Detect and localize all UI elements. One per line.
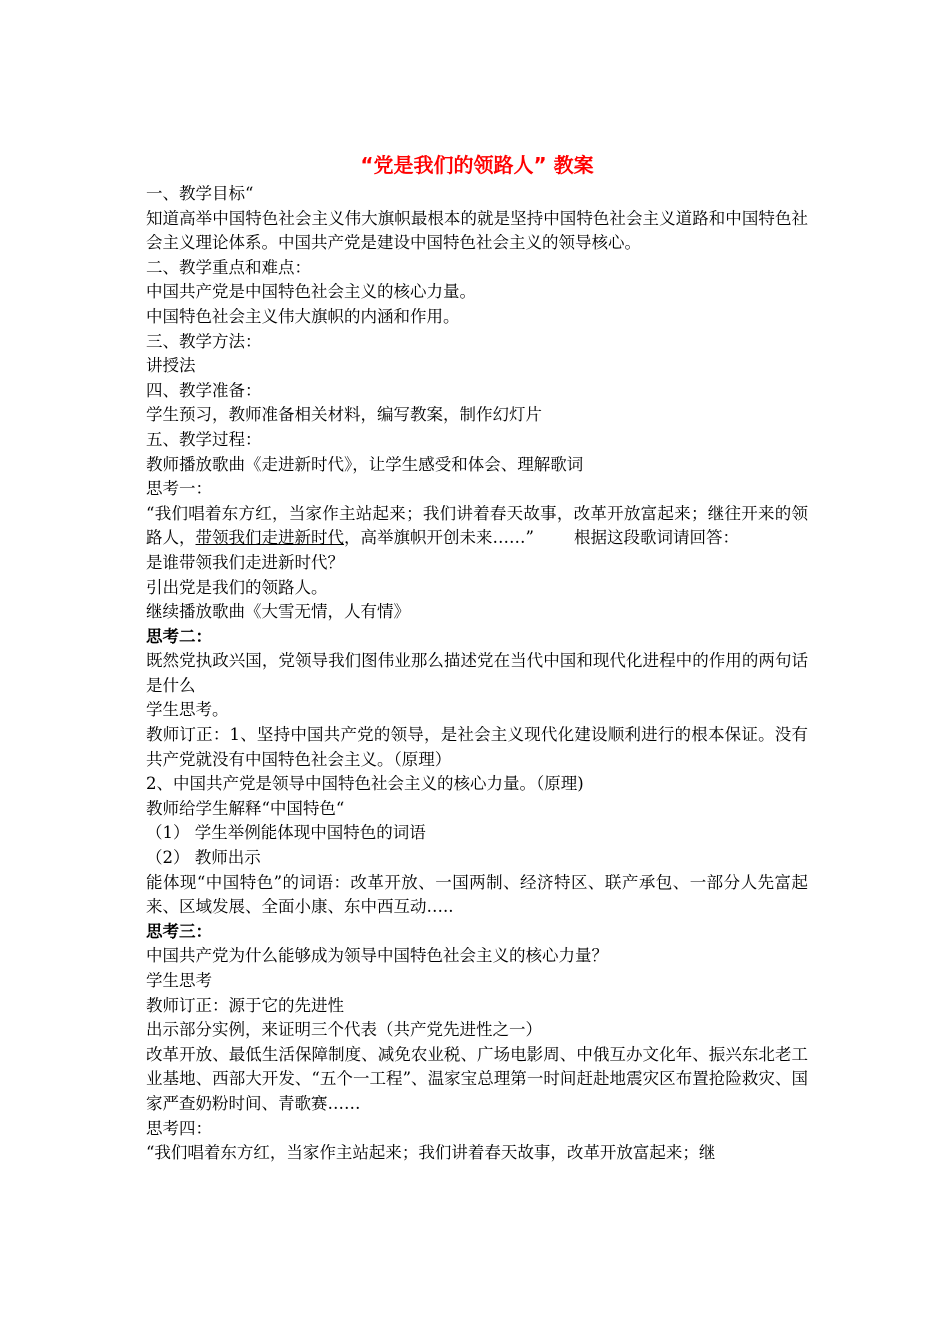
lead-in-text: 引出党是我们的领路人。 — [146, 577, 328, 597]
continue-song-text: 继续播放歌曲《大雪无情，人有情》 — [146, 602, 410, 622]
think-three-heading: 思考三： — [146, 921, 212, 941]
question-who-leads: 是谁带领我们走进新时代？ — [146, 552, 344, 572]
explain-characteristics: 教师给学生解释“中国特色“ — [146, 798, 345, 818]
think-one-heading: 思考一： — [146, 479, 212, 499]
section-key-points-heading: 二、教学重点和难点： — [146, 257, 311, 277]
principle-2: 2、中国共产党是领导中国特色社会主义的核心力量。（原理) — [146, 774, 584, 794]
think-four-heading: 思考四： — [146, 1118, 212, 1138]
section-teaching-goals-heading: 一、教学目标“ — [146, 184, 254, 203]
preparation-text: 学生预习，教师准备相关材料，编写教案，制作幻灯片 — [146, 405, 542, 425]
list-item-1: （1） 学生举例能体现中国特色的词语 — [146, 823, 426, 843]
document-title: “党是我们的领路人” 教案 — [360, 153, 594, 177]
quote-after: ，高举旗帜开创未来……” — [344, 528, 534, 548]
list-item-2: （2） 教师出示 — [146, 848, 261, 868]
think-three-question: 中国共产党为什么能够成为领导中国特色社会主义的核心力量？ — [146, 946, 608, 966]
teacher-correction-1: 教师订正：1、坚持中国共产党的领导，是社会主义现代化建设顺利进行的根本保证。没有共产党就没有中国特色社会主义。（原理） — [146, 725, 808, 769]
methods-text: 讲授法 — [146, 356, 196, 376]
think-two-heading: 思考二： — [146, 626, 212, 646]
lyrics-quote-2: “我们唱着东方红，当家作主站起来；我们讲着春天故事，改革开放富起来；继 — [146, 1143, 716, 1163]
students-think-1: 学生思考。 — [146, 700, 229, 720]
quote-underlined: 带领我们走进新时代 — [195, 528, 344, 548]
section-methods-heading: 三、教学方法： — [146, 331, 262, 351]
quote-tail: 根据这段歌词请回答： — [573, 528, 739, 548]
quote-before: “我们唱着东方红，当家作主站起来；我们讲着春天故事，改革开放富起来；继往开来的领路人， — [146, 503, 808, 548]
students-think-2: 学生思考 — [146, 971, 212, 990]
teacher-correction-2: 教师订正：源于它的先进性 — [146, 995, 344, 1015]
document-page — [146, 150, 808, 1166]
teaching-goals-text: 知道高举中国特色社会主义伟大旗帜最根本的就是坚持中国特色社会主义道路和中国特色社会主义理论体系。中国共产党是建设中国特色社会主义的领导核心。 — [146, 208, 808, 253]
section-preparation-heading: 四、教学准备： — [146, 380, 262, 400]
key-point-2: 中国特色社会主义伟大旗帜的内涵和作用。 — [146, 306, 460, 326]
characteristic-words: 能体现“中国特色”的词语：改革开放、一国两制、经济特区、联产承包、一部分人先富起来、区域发展、全面小康、东中西互动….. — [146, 872, 808, 917]
examples-intro: 出示部分实例，来证明三个代表（共产党先进性之一） — [146, 1020, 542, 1040]
key-point-1: 中国共产党是中国特色社会主义的核心力量。 — [146, 282, 476, 302]
process-intro: 教师播放歌曲《走进新时代》，让学生感受和体会、理解歌词 — [146, 454, 584, 474]
lyrics-quote-1 — [146, 502, 808, 551]
examples-list: 改革开放、最低生活保障制度、减免农业税、广场电影周、中俄互办文化年、振兴东北老工业基地、西部大开发、“五个一工程”、温家宝总理第一时间赶赴地震灾区布置抢险救灾、国家严查奶粉时间、青歌赛…… — [146, 1044, 808, 1113]
think-two-question: 既然党执政兴国，党领导我们图伟业那么描述党在当代中国和现代化进程中的作用的两句话是什么 — [146, 651, 808, 695]
section-process-heading: 五、教学过程： — [146, 429, 262, 449]
